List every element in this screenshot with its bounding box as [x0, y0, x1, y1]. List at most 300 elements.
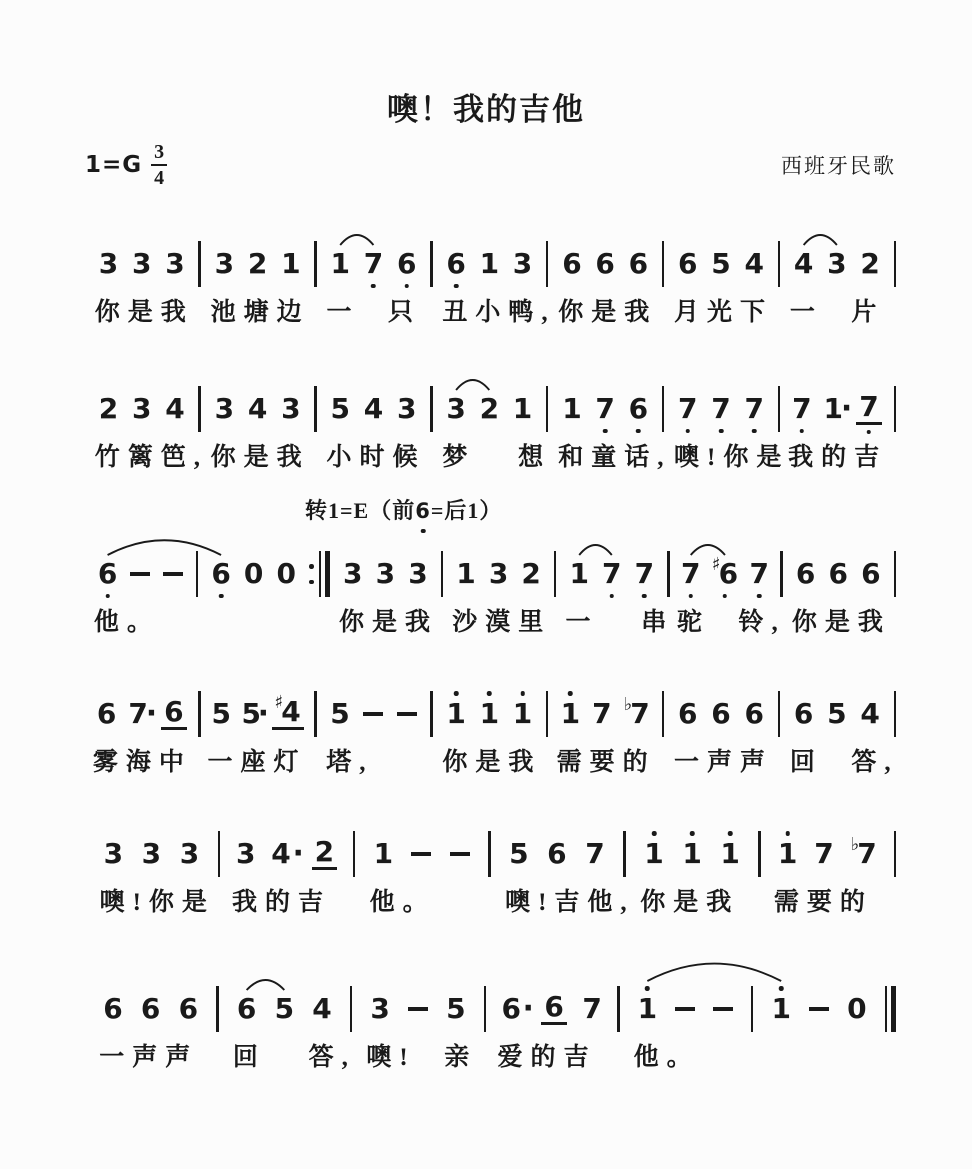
measure — [556, 550, 667, 598]
key-signature — [85, 142, 167, 188]
modulation-note: 6 — [415, 499, 431, 523]
barline — [894, 386, 896, 432]
note-digit: 6 — [97, 557, 118, 590]
note-digit — [450, 852, 470, 856]
note-digit: 0 — [276, 557, 296, 590]
lyric-segment: 需要的 — [773, 889, 873, 916]
note — [236, 992, 257, 1025]
measure — [85, 385, 198, 433]
note — [343, 557, 363, 590]
rest-note — [243, 557, 264, 590]
repeat-dots-icon — [309, 564, 314, 584]
note-digit: 6 — [718, 557, 739, 590]
notes-row — [85, 385, 896, 433]
note-digit: 6 — [861, 557, 881, 590]
note-digit — [408, 1007, 428, 1011]
music-line-1 — [85, 212, 896, 362]
note-digit: 6 — [628, 247, 649, 280]
note-digit: 1 — [569, 557, 589, 590]
augmentation-dot-icon: · — [522, 991, 534, 1026]
modulation-suffix: =后1） — [430, 498, 503, 523]
note-digit: 6 — [211, 557, 231, 590]
dash-continuation — [713, 995, 733, 1023]
note — [860, 697, 880, 730]
note — [211, 557, 231, 590]
note — [711, 392, 731, 425]
notes-row — [85, 830, 896, 878]
note — [161, 695, 186, 730]
note-digit: 3 — [98, 247, 119, 280]
lyric-segment: 一座灯 — [207, 749, 307, 776]
notes-row — [85, 240, 896, 288]
octave-dot-above-icon — [454, 691, 459, 696]
note — [711, 554, 739, 590]
note — [103, 837, 124, 870]
note-digit: 4 — [247, 392, 268, 425]
note-digit: 7 — [857, 837, 877, 870]
note-digit: 4 — [312, 992, 332, 1025]
lyric-segment: 噢! 亲 — [366, 1044, 478, 1071]
lyric-segment: 噢!你是 — [674, 444, 790, 471]
measure — [486, 985, 617, 1033]
measure — [780, 240, 893, 288]
meta-row — [85, 138, 896, 192]
note — [330, 247, 350, 280]
dash-continuation — [130, 560, 150, 588]
note-digit: 1 — [446, 697, 466, 730]
note-digit: 6 — [711, 697, 731, 730]
note-digit: 7 — [744, 392, 764, 425]
measure — [352, 985, 483, 1033]
note-digit: 3 — [214, 392, 235, 425]
note-digit: 1 — [281, 247, 301, 280]
note — [828, 557, 848, 590]
note — [592, 697, 612, 730]
note — [562, 247, 582, 280]
measure — [780, 690, 893, 738]
note-digit: 7 — [814, 837, 834, 870]
note-digit: 2 — [98, 392, 119, 425]
note — [644, 837, 664, 870]
note-digit: 5 — [330, 697, 350, 730]
note-digit: 1 — [512, 697, 533, 730]
note-digit: 3 — [131, 247, 152, 280]
measure — [620, 985, 751, 1033]
repeat-dot-icon — [309, 564, 314, 569]
lyric-segment: 月光下 — [674, 299, 774, 326]
song-title: 噢！我的吉他 — [387, 92, 585, 127]
octave-dot-above-icon — [690, 831, 695, 836]
measure — [664, 690, 777, 738]
note-digit: 5 — [827, 697, 847, 730]
note — [408, 557, 428, 590]
note-digit: 3 — [235, 837, 256, 870]
measure — [317, 240, 430, 288]
note — [827, 247, 847, 280]
note-digit: 1 — [479, 247, 500, 280]
lyrics-row — [85, 292, 896, 332]
attribution: 西班牙民歌 — [781, 154, 896, 178]
note — [479, 697, 500, 730]
note-digit: 7 — [711, 392, 731, 425]
notes-row — [85, 690, 896, 738]
lyric-segment: 一 片 — [789, 299, 885, 326]
note — [488, 557, 509, 590]
note-digit: 3 — [396, 392, 417, 425]
note — [744, 392, 764, 425]
note — [678, 247, 698, 280]
note — [272, 692, 304, 730]
note — [861, 557, 881, 590]
octave-dot-below-icon — [636, 429, 641, 434]
note-digit: 2 — [247, 247, 268, 280]
note — [678, 697, 698, 730]
lyric-segment: 你是我 — [339, 609, 439, 636]
notes-row — [85, 550, 896, 598]
note-digit: 7 — [792, 392, 812, 425]
dash-continuation — [363, 700, 383, 728]
note-digit — [675, 1007, 695, 1011]
note-digit: 0 — [847, 992, 867, 1025]
note-digit: 1 — [823, 392, 843, 425]
lyric-segment: 一声声 — [674, 749, 774, 776]
note-digit: 6 — [793, 697, 814, 730]
note-digit: 7 — [592, 697, 612, 730]
note — [330, 392, 350, 425]
note-digit: 6 — [103, 992, 123, 1025]
measure — [761, 830, 894, 878]
lyric-segment: 需要的 — [556, 749, 656, 776]
note — [720, 837, 740, 870]
note-digit: 7 — [602, 557, 622, 590]
lyric-segment: 回 答, — [789, 749, 899, 776]
measure — [85, 830, 218, 878]
note-digit: 5 — [211, 697, 231, 730]
augmentation-dot-icon: · — [840, 391, 853, 426]
note-digit: 6 — [828, 557, 848, 590]
measure — [355, 830, 488, 878]
octave-dot-below-icon — [404, 284, 409, 289]
note — [634, 557, 655, 590]
octave-dot-below-icon — [688, 594, 693, 599]
barline-thick — [891, 986, 896, 1032]
note — [856, 390, 881, 425]
time-signature — [151, 142, 167, 188]
note — [595, 392, 615, 425]
note-digit: 5 — [241, 697, 261, 730]
note-digit: 3 — [141, 837, 162, 870]
lyric-segment: 一 串 — [565, 609, 675, 636]
note — [711, 247, 731, 280]
note — [595, 247, 615, 280]
note — [860, 247, 880, 280]
measure — [201, 690, 314, 738]
note — [509, 837, 529, 870]
lyric-segment: 他。 — [633, 1044, 700, 1071]
note — [312, 835, 337, 870]
note-digit: 6 — [628, 392, 649, 425]
note-digit: 2 — [479, 392, 500, 425]
barline — [894, 691, 896, 737]
lyric-segment: 你是我 — [94, 299, 194, 326]
note-digit: 3 — [408, 557, 428, 590]
note-digit — [397, 712, 417, 716]
measure — [664, 385, 777, 433]
note — [274, 992, 295, 1025]
time-signature-numerator: 3 — [151, 142, 167, 166]
note — [103, 992, 123, 1025]
measure — [433, 385, 546, 433]
octave-dot-above-icon — [728, 831, 733, 836]
note-digit: 6 — [396, 247, 417, 280]
augmentation-dot-icon: · — [292, 836, 304, 871]
note — [396, 392, 417, 425]
note — [128, 697, 148, 730]
note — [312, 992, 332, 1025]
note — [446, 392, 466, 425]
note — [678, 392, 698, 425]
augmentation-dot-icon: · — [145, 696, 158, 731]
measure — [783, 550, 894, 598]
octave-dot-below-icon — [610, 594, 615, 599]
measure — [220, 830, 353, 878]
note-digit: 6 — [501, 992, 521, 1025]
measure — [780, 385, 893, 433]
repeat-dot-icon — [309, 580, 314, 585]
note — [247, 392, 268, 425]
score — [85, 212, 899, 1132]
note-digit: 5 — [274, 992, 295, 1025]
note — [178, 992, 199, 1025]
barline-thin — [885, 986, 887, 1032]
note — [479, 247, 500, 280]
note — [446, 992, 466, 1025]
note-digit: 7 — [678, 392, 698, 425]
note — [711, 697, 731, 730]
note-digit: 7 — [681, 557, 701, 590]
note-digit: 3 — [103, 837, 124, 870]
notes-row — [85, 985, 896, 1033]
note — [585, 837, 605, 870]
note-digit: 6 — [678, 247, 698, 280]
measure — [85, 690, 198, 738]
octave-dot-above-icon — [520, 691, 525, 696]
octave-dot-above-icon — [785, 831, 790, 836]
note-digit: 3 — [165, 247, 185, 280]
note-digit: 6 — [164, 695, 184, 728]
octave-dot-above-icon — [645, 986, 650, 991]
note-digit: 4 — [744, 247, 764, 280]
note — [827, 697, 847, 730]
note-digit: 4 — [165, 392, 185, 425]
note-digit: 7 — [630, 697, 650, 730]
dash-continuation — [408, 995, 428, 1023]
note — [98, 392, 119, 425]
lyric-segment: 一声声 — [99, 1044, 199, 1071]
lyric-segment: 我的吉 — [231, 889, 331, 916]
measure — [548, 385, 661, 433]
note-digit — [130, 572, 150, 576]
music-line-4 — [85, 662, 899, 812]
flat-icon: ♭ — [850, 834, 860, 855]
note — [793, 247, 814, 280]
measure — [219, 985, 350, 1033]
note — [792, 392, 812, 425]
note — [623, 694, 650, 730]
note-digit: 1 — [512, 392, 533, 425]
lyrics-row — [85, 437, 896, 477]
octave-dot-below-icon — [454, 284, 459, 289]
measure — [433, 240, 546, 288]
measure — [85, 550, 196, 598]
note — [131, 392, 152, 425]
rest-note — [847, 992, 867, 1025]
note-digit: 5 — [446, 992, 466, 1025]
note — [628, 392, 649, 425]
lyric-segment: 你是我 — [640, 889, 740, 916]
note-digit: 6 — [744, 697, 764, 730]
measure — [664, 240, 777, 288]
note — [363, 247, 384, 280]
note-digit: 2 — [314, 835, 335, 868]
note-digit: 3 — [214, 247, 235, 280]
measure — [443, 550, 554, 598]
note — [214, 247, 235, 280]
note — [562, 392, 582, 425]
lyric-segment: 爱的吉 — [497, 1044, 597, 1071]
note — [396, 247, 417, 280]
note-digit — [163, 572, 183, 576]
note — [98, 247, 119, 280]
note-digit: 4 — [281, 695, 301, 728]
repeat-end-barline — [309, 551, 330, 597]
note-digit: 4 — [363, 392, 384, 425]
note — [373, 837, 394, 870]
measure — [626, 830, 759, 878]
note — [479, 392, 500, 425]
sharp-icon: ♯ — [274, 692, 284, 713]
measure — [548, 240, 661, 288]
note-digit: 6 — [96, 697, 117, 730]
octave-dot-below-icon — [867, 430, 872, 435]
note — [330, 697, 350, 730]
note-digit: 6 — [678, 697, 698, 730]
lyric-segment: 塔, — [326, 749, 374, 776]
note-digit: 7 — [859, 390, 879, 423]
note — [141, 837, 162, 870]
note — [241, 697, 261, 730]
lyrics-row — [85, 882, 896, 922]
note — [569, 557, 589, 590]
note — [281, 392, 301, 425]
measure — [433, 690, 546, 738]
lyric-segment: 驼 铃, — [677, 609, 786, 636]
note-digit: 7 — [595, 392, 615, 425]
note-digit: 7 — [749, 557, 769, 590]
octave-dot-below-icon — [723, 594, 728, 599]
note-digit: 1 — [720, 837, 740, 870]
note-digit: 4 — [271, 837, 291, 870]
lyric-segment: 你是我 — [442, 749, 542, 776]
octave-dot-below-icon — [603, 429, 608, 434]
note-digit: 1 — [682, 837, 702, 870]
octave-dot-above-icon — [779, 986, 784, 991]
note — [140, 992, 161, 1025]
note — [744, 697, 764, 730]
note-digit — [809, 1007, 829, 1011]
lyric-segment: 池塘边 — [210, 299, 310, 326]
note-digit: 6 — [562, 247, 582, 280]
music-line-2 — [85, 357, 896, 507]
lyric-segment: 噢!你是 — [99, 889, 215, 916]
note — [560, 697, 581, 730]
note-digit: 7 — [128, 697, 148, 730]
note — [271, 837, 291, 870]
note — [446, 697, 466, 730]
octave-dot-above-icon — [652, 831, 657, 836]
octave-dot-above-icon — [487, 691, 492, 696]
measure — [330, 550, 441, 598]
note-digit: 4 — [860, 697, 880, 730]
note — [771, 992, 791, 1025]
lyric-segment: 回 答, — [232, 1044, 356, 1071]
note — [512, 247, 533, 280]
key-tonic: 1=G — [85, 152, 143, 178]
note-digit: 6 — [236, 992, 257, 1025]
note — [795, 557, 816, 590]
note-digit — [713, 1007, 733, 1011]
note — [512, 697, 533, 730]
dash-continuation — [411, 840, 431, 868]
note — [370, 992, 390, 1025]
note — [211, 697, 231, 730]
lyric-segment: 你是我 — [791, 609, 891, 636]
lyric-segment: 我的吉 — [788, 444, 888, 471]
octave-dot-below-icon — [757, 594, 762, 599]
sharp-icon: ♯ — [711, 554, 721, 575]
note-digit: 6 — [446, 247, 466, 280]
note-digit: 1 — [637, 992, 658, 1025]
note — [541, 990, 566, 1025]
note-digit: 3 — [281, 392, 301, 425]
note — [793, 697, 814, 730]
lyrics-row — [85, 602, 896, 642]
dash-continuation — [809, 995, 829, 1023]
note — [165, 392, 185, 425]
note — [602, 557, 622, 590]
dash-continuation — [397, 700, 417, 728]
note-digit: 6 — [595, 247, 615, 280]
note-digit — [411, 852, 431, 856]
note-digit: 3 — [343, 557, 363, 590]
octave-dot-above-icon — [568, 691, 573, 696]
measure — [317, 385, 430, 433]
note-digit: 4 — [793, 247, 814, 280]
note — [628, 247, 649, 280]
note-digit: 3 — [488, 557, 509, 590]
note — [281, 247, 301, 280]
lyric-segment: 竹篱笆, — [94, 444, 209, 471]
octave-dot-below-icon — [800, 429, 805, 434]
augmentation-dot-icon: · — [257, 696, 269, 731]
note-digit: 6 — [178, 992, 199, 1025]
note-digit: 6 — [795, 557, 816, 590]
note — [363, 392, 384, 425]
note-digit: 1 — [771, 992, 791, 1025]
note-digit: 6 — [544, 990, 564, 1023]
lyrics-row — [85, 1037, 896, 1077]
octave-dot-below-icon — [642, 594, 647, 599]
